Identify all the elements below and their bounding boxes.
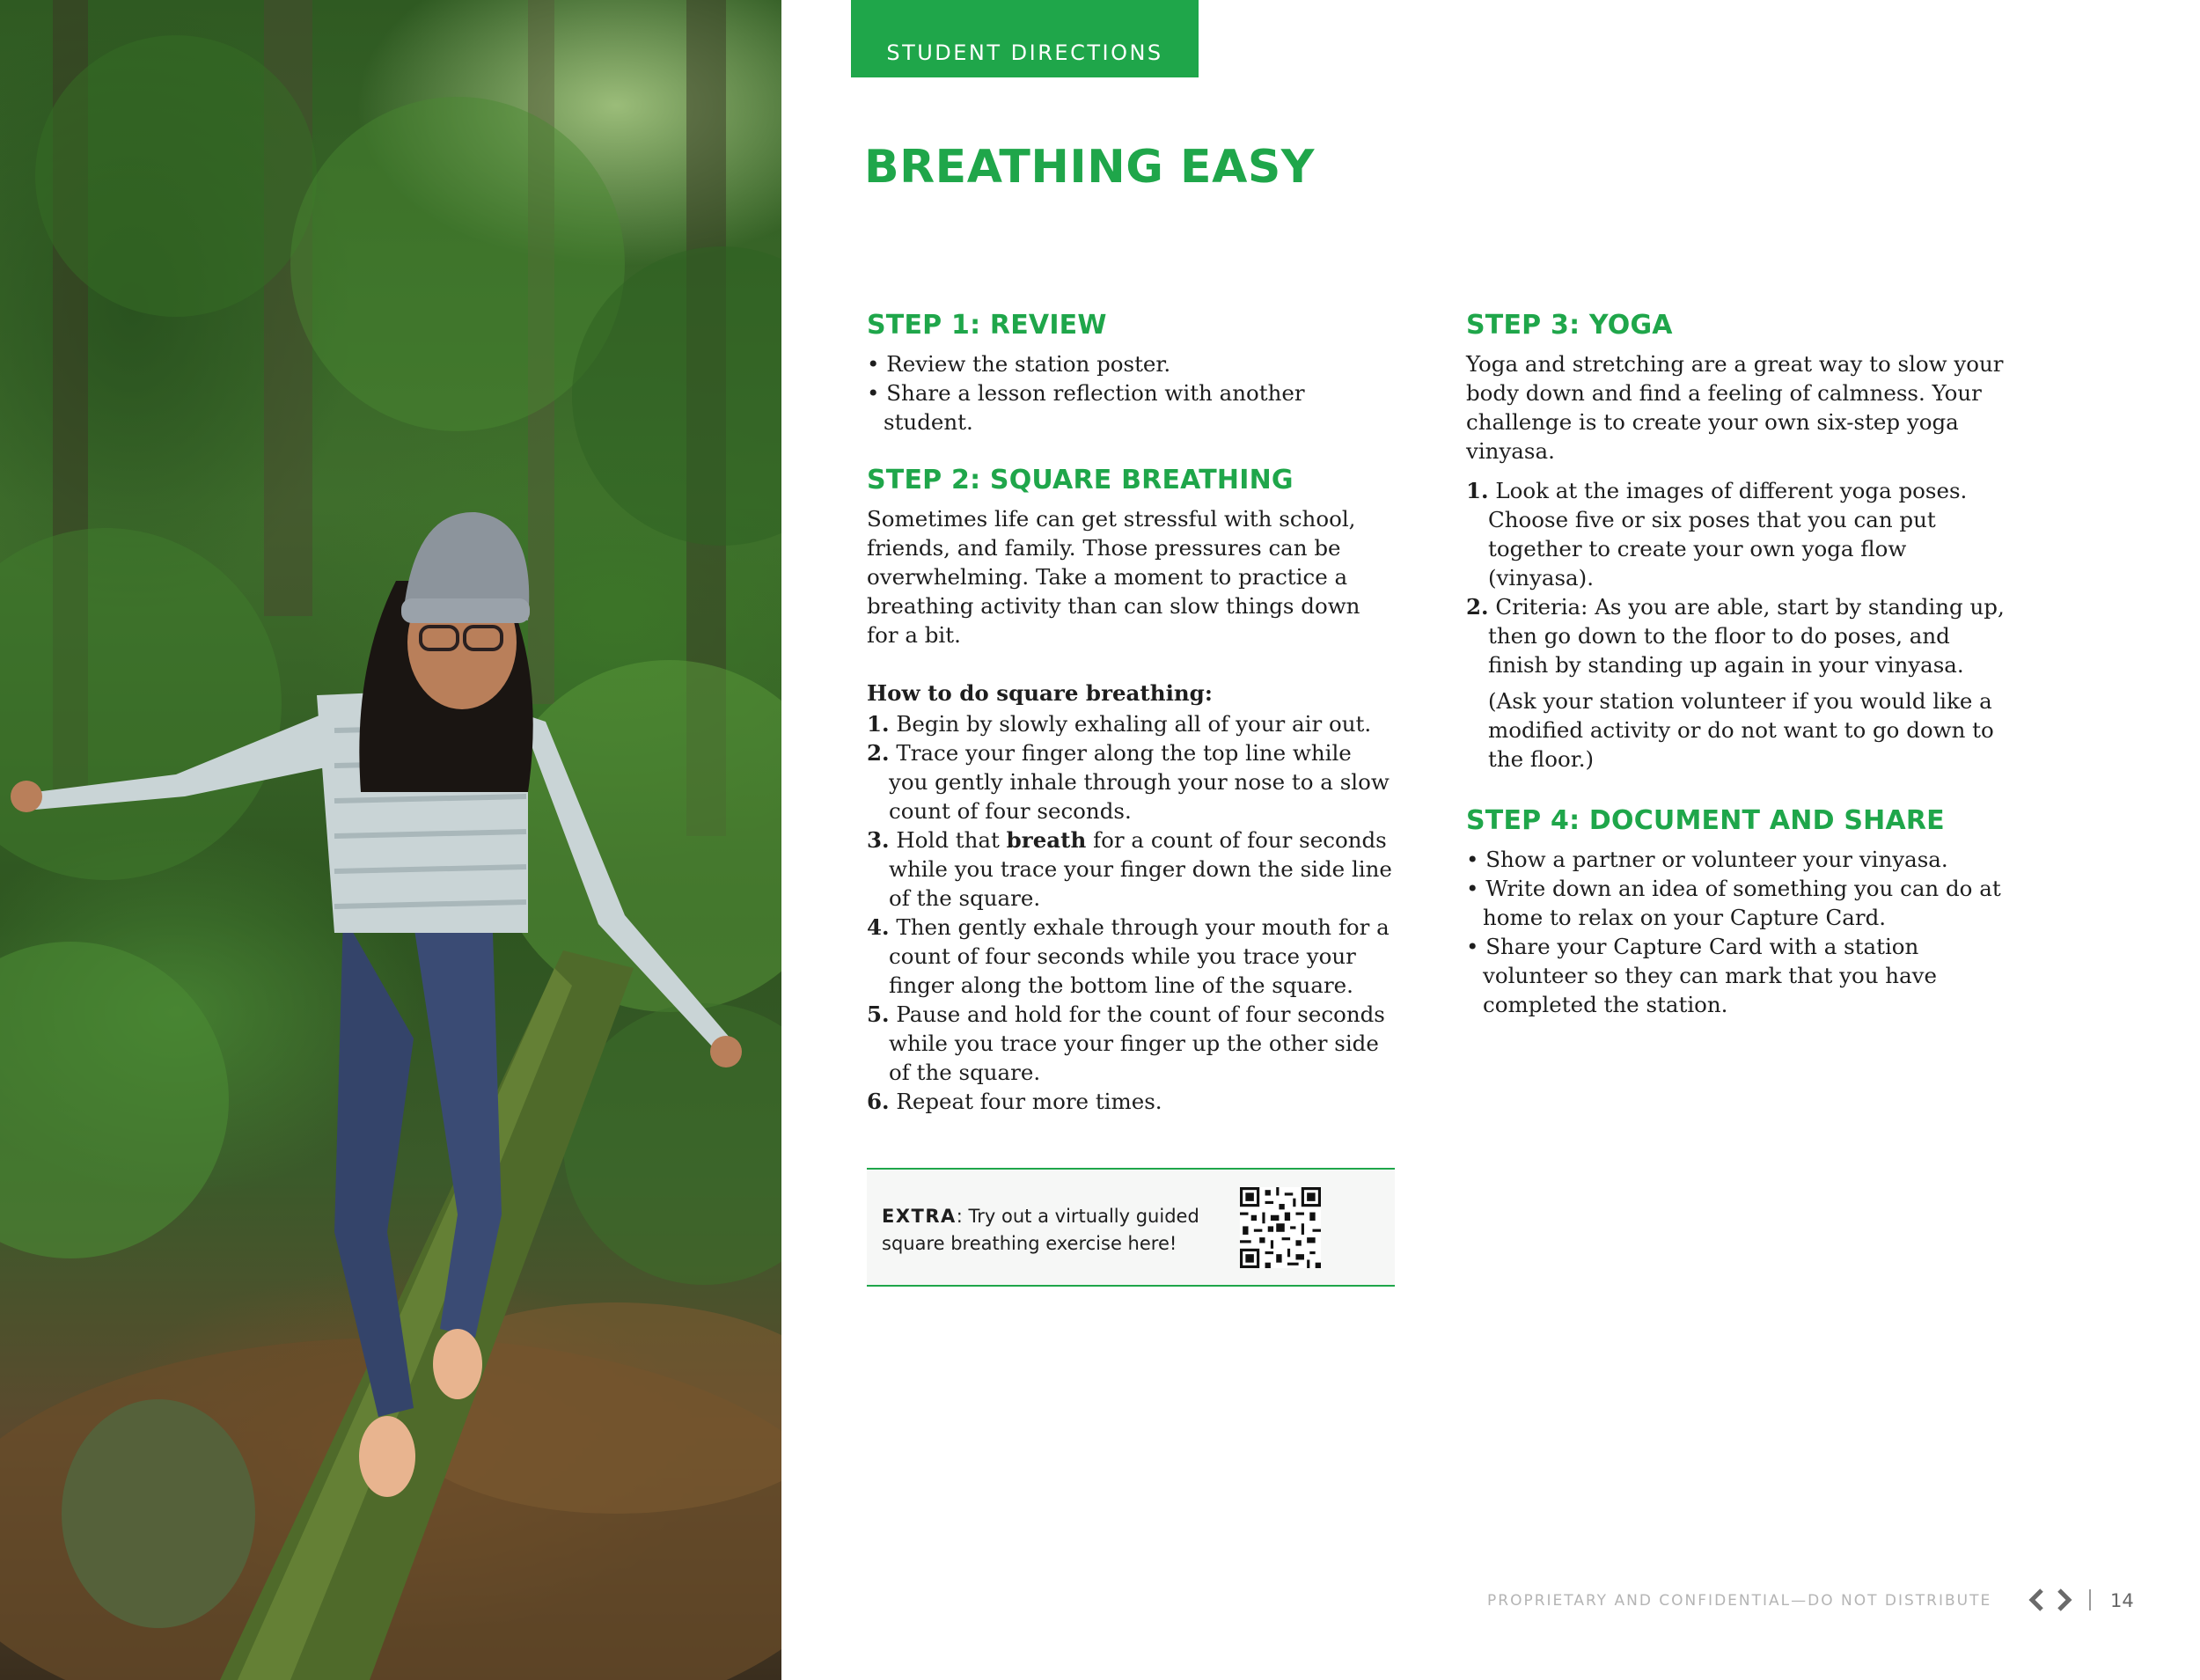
list-item: 2. Trace your finger along the top line while you gently inhale through your nose to a slow count of four seconds.: [867, 740, 1390, 824]
section-tab-label: STUDENT DIRECTIONS: [886, 40, 1163, 65]
list-item: 6. Repeat four more times.: [867, 1089, 1162, 1114]
step3-note: (Ask your station volunteer if you would like a modified activity or do not want to go down to the floor.): [1488, 688, 1994, 772]
list-item: • Share a lesson reflection with another student.: [867, 378, 1395, 437]
step3-intro: Yoga and stretching are a great way to slow your body down and find a feeling of calmness. Your challenge is to create your own six-step yoga vinyasa.: [1466, 351, 2004, 464]
step2-steps: [867, 709, 1395, 1116]
list-item: 2. Criteria: As you are able, start by standing up, then go down to the floor to do poses, and finish by standing up again in your vinyasa.: [1466, 594, 2005, 678]
list-item: 3. Hold that breath for a count of four seconds while you trace your finger down the side line of the square.: [867, 827, 1392, 911]
step3-steps: [1466, 476, 2012, 679]
list-item: • Show a partner or volunteer your vinyasa.: [1466, 845, 2012, 874]
step2-heading: STEP 2: SQUARE BREATHING: [867, 465, 1294, 495]
step2-intro: Sometimes life can get stressful with school, friends, and family. Those pressures can be overwhelming. Take a moment to practice a breathing activity than can slow things down for a bit.: [867, 506, 1360, 648]
forest-scene-illustration: [0, 0, 781, 1680]
step4-heading: STEP 4: DOCUMENT AND SHARE: [1466, 805, 1945, 836]
step3-heading: STEP 3: YOGA: [1466, 310, 1673, 341]
list-item: • Review the station poster.: [867, 349, 1395, 378]
step1-list: [867, 349, 1395, 437]
howto-heading: How to do square breathing:: [867, 680, 1213, 706]
footer-divider: [2089, 1589, 2091, 1610]
list-item: 1. Look at the images of different yoga poses. Choose five or six poses that you can put together to create your own yoga flow (vinyasa).: [1466, 478, 1968, 591]
list-item: 1. Begin by slowly exhaling all of your air out.: [867, 711, 1372, 737]
chevron-left-icon[interactable]: [2026, 1588, 2047, 1612]
list-item: 4. Then gently exhale through your mouth for a count of four seconds while you trace your finger along the bottom line of the square.: [867, 914, 1390, 998]
step1-heading: STEP 1: REVIEW: [867, 310, 1107, 341]
step4-list: [1466, 845, 2012, 1019]
list-item: • Write down an idea of something you can do at home to relax on your Capture Card.: [1466, 874, 2012, 932]
page-number: 14: [2110, 1590, 2134, 1611]
section-tab: [851, 0, 1199, 77]
list-item: • Share your Capture Card with a station volunteer so they can mark that you have completed the station.: [1466, 932, 2012, 1019]
list-item: 5. Pause and hold for the count of four seconds while you trace your finger up the other side of the square.: [867, 1001, 1385, 1085]
left-column: [867, 310, 1395, 1116]
extra-text: EXTRA: Try out a virtually guided square breathing exercise here!: [882, 1206, 1199, 1254]
page-title: BREATHING EASY: [864, 141, 1315, 194]
qr-code-icon[interactable]: [1240, 1187, 1321, 1268]
right-column: [1466, 310, 2012, 1047]
extra-callout: [867, 1168, 1395, 1287]
confidential-notice: PROPRIETARY AND CONFIDENTIAL—DO NOT DISTRIBUTE: [1487, 1592, 1992, 1610]
chevron-right-icon[interactable]: [2054, 1588, 2075, 1612]
hero-photo: [0, 0, 781, 1680]
